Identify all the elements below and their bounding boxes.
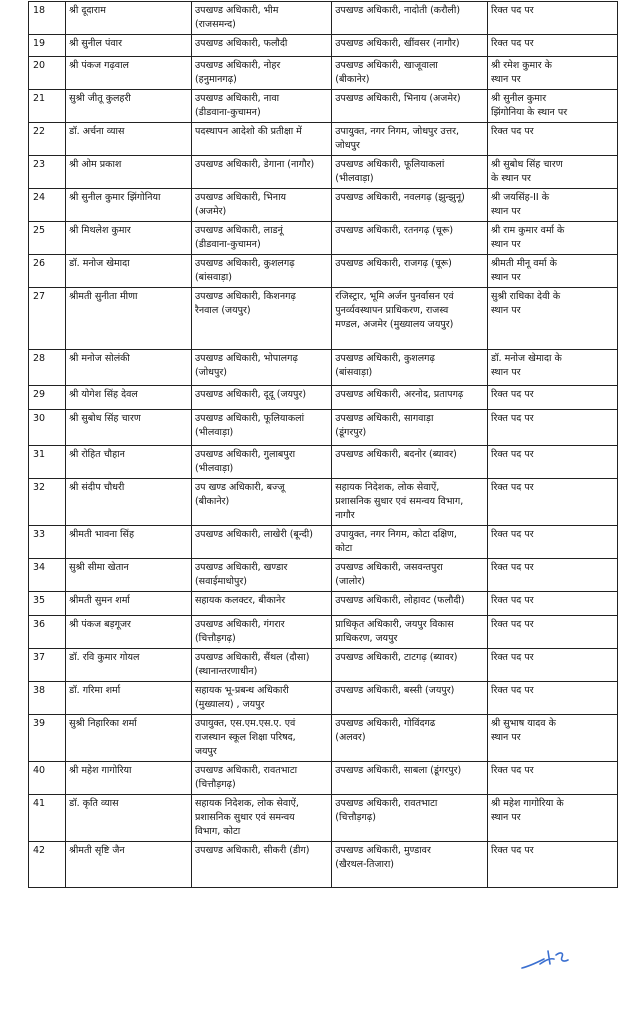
current-posting-cell <box>191 616 331 649</box>
remark-cell <box>488 526 618 559</box>
officer-name-cell: श्री मिथलेश कुमार <box>66 222 192 255</box>
remark-cell <box>488 57 618 90</box>
new-posting-line: प्राधिकृत अधिकारी, जयपुर विकास <box>335 619 454 630</box>
new-posting-line: उपखण्ड अधिकारी, भिनाय (अजमेर) <box>335 93 461 104</box>
officer-name-cell: श्री रोहित चौहान <box>66 446 192 479</box>
new-posting-cell <box>332 123 488 156</box>
current-posting-cell <box>191 795 331 842</box>
new-posting-line: (खैरथल-तिजारा) <box>335 859 394 870</box>
current-posting-line: (मुख्यालय) , जयपुर <box>194 699 265 710</box>
current-posting-line: रैनवाल (जयपुर) <box>194 305 251 316</box>
remark-line: रिक्त पद पर <box>491 449 534 460</box>
remark-line: रिक्त पद पर <box>491 685 534 696</box>
new-posting-line: (बांसवाड़ा) <box>335 367 373 378</box>
new-posting-line: उपखण्ड अधिकारी, टाटगढ़ (ब्यावर) <box>335 652 458 663</box>
remark-line: स्थान पर <box>491 272 521 283</box>
new-posting-cell <box>332 795 488 842</box>
new-posting-line: सहायक निदेशक, लोक सेवाऐं, <box>335 482 440 493</box>
new-posting-line: उपखण्ड अधिकारी, बदनोर (ब्यावर) <box>335 449 457 460</box>
new-posting-line: रजिस्ट्रार, भूमि अर्जन पुनर्वासन एवं <box>335 291 454 302</box>
current-posting-line: (भीलवाड़ा) <box>194 463 234 474</box>
remark-line: रिक्त पद पर <box>491 126 534 137</box>
current-posting-line: उपखण्ड अधिकारी, किशनगढ़ <box>194 291 296 302</box>
current-posting-cell <box>191 350 331 386</box>
serial-number-cell: 35 <box>29 592 66 616</box>
new-posting-line: (जालोर) <box>335 576 365 587</box>
remark-line: रिक्त पद पर <box>491 5 534 16</box>
officer-name-cell: डॉ. कृति व्यास <box>66 795 192 842</box>
new-posting-cell <box>332 842 488 888</box>
current-posting-cell <box>191 842 331 888</box>
current-posting-cell <box>191 156 331 189</box>
new-posting-line: मण्डल, अजमेर (मुख्यालय जयपुर) <box>335 319 454 330</box>
current-posting-cell <box>191 255 331 288</box>
remark-line: झिंगोनिया के स्थान पर <box>491 107 568 118</box>
current-posting-line: उपखण्ड अधिकारी, कुशलगढ़ <box>194 258 295 269</box>
serial-number-cell: 22 <box>29 123 66 156</box>
remark-line: सुश्री राधिका देवी के <box>491 291 561 302</box>
new-posting-cell <box>332 156 488 189</box>
officer-name-cell: श्रीमती सुनीता मीणा <box>66 288 192 350</box>
remark-line: रिक्त पद पर <box>491 562 534 573</box>
serial-number-cell: 42 <box>29 842 66 888</box>
current-posting-cell <box>191 2 331 35</box>
new-posting-line: उपखण्ड अधिकारी, खाजूवाला <box>335 60 438 71</box>
current-posting-line: (भीलवाड़ा) <box>194 427 234 438</box>
new-posting-line: उपायुक्त, नगर निगम, जोधपुर उत्तर, <box>335 126 460 137</box>
serial-number-cell: 18 <box>29 2 66 35</box>
serial-number-cell: 37 <box>29 649 66 682</box>
current-posting-line: उपखण्ड अधिकारी, सैंथल (दौसा) <box>194 652 310 663</box>
remark-line: स्थान पर <box>491 305 521 316</box>
officer-name-cell: श्रीमती सृष्टि जैन <box>66 842 192 888</box>
new-posting-cell <box>332 715 488 762</box>
current-posting-line: उपखण्ड अधिकारी, खण्डार <box>194 562 288 573</box>
current-posting-cell <box>191 386 331 410</box>
remark-line: श्री महेश गागोरिया के <box>491 798 564 809</box>
table-row <box>29 35 618 57</box>
officer-name-cell: श्रीमती सुमन शर्मा <box>66 592 192 616</box>
table-row <box>29 446 618 479</box>
remark-cell <box>488 255 618 288</box>
current-posting-line: सहायक निदेशक, लोक सेवाऐं, <box>194 798 299 809</box>
current-posting-cell <box>191 559 331 592</box>
current-posting-cell <box>191 649 331 682</box>
table-row <box>29 288 618 350</box>
officer-name-cell: सुश्री सीमा खेतान <box>66 559 192 592</box>
current-posting-line: उपखण्ड अधिकारी, भीम <box>194 5 279 16</box>
remark-line: रिक्त पद पर <box>491 389 534 400</box>
new-posting-line: उपखण्ड अधिकारी, मुण्डावर <box>335 845 431 856</box>
new-posting-cell <box>332 222 488 255</box>
table-row <box>29 386 618 410</box>
table-row <box>29 90 618 123</box>
officer-name-cell: श्री मनोज सोलंकी <box>66 350 192 386</box>
remark-line: रिक्त पद पर <box>491 845 534 856</box>
table-row <box>29 222 618 255</box>
remark-line: श्री सुनील कुमार <box>491 93 547 104</box>
new-posting-line: उपखण्ड अधिकारी, लोहावट (फलौदी) <box>335 595 465 606</box>
current-posting-cell <box>191 189 331 222</box>
serial-number-cell: 39 <box>29 715 66 762</box>
table-row <box>29 559 618 592</box>
remark-line: रिक्त पद पर <box>491 529 534 540</box>
remark-cell <box>488 682 618 715</box>
transfer-order-table <box>28 1 618 888</box>
current-posting-line: उपखण्ड अधिकारी, लाडनूं <box>194 225 283 236</box>
serial-number-cell: 32 <box>29 479 66 526</box>
new-posting-line: उपखण्ड अधिकारी, गोविंदगढ <box>335 718 436 729</box>
current-posting-line: उपखण्ड अधिकारी, सीकरी (डीग) <box>194 845 310 856</box>
table-row <box>29 2 618 35</box>
new-posting-cell <box>332 288 488 350</box>
officer-name-cell: श्री महेश गागोरिया <box>66 762 192 795</box>
serial-number-cell: 28 <box>29 350 66 386</box>
serial-number-cell: 36 <box>29 616 66 649</box>
officer-name-cell: श्री योगेश सिंह देवल <box>66 386 192 410</box>
serial-number-cell: 23 <box>29 156 66 189</box>
current-posting-cell <box>191 682 331 715</box>
remark-cell <box>488 2 618 35</box>
new-posting-line: उपखण्ड अधिकारी, साबला (डूंगरपुर) <box>335 765 462 776</box>
remark-cell <box>488 386 618 410</box>
remark-line: स्थान पर <box>491 74 521 85</box>
current-posting-cell <box>191 123 331 156</box>
new-posting-line: उपखण्ड अधिकारी, अरनोद, प्रतापगढ़ <box>335 389 464 400</box>
new-posting-cell <box>332 90 488 123</box>
officer-name-cell: सुश्री जीतू कुलहरी <box>66 90 192 123</box>
table-row <box>29 255 618 288</box>
new-posting-line: उपखण्ड अधिकारी, खींवसर (नागौर) <box>335 38 460 49</box>
table-row <box>29 715 618 762</box>
current-posting-line: प्रशासनिक सुधार एवं समन्वय <box>194 812 295 823</box>
remark-line: के स्थान पर <box>491 173 531 184</box>
serial-number-cell: 26 <box>29 255 66 288</box>
remark-cell <box>488 616 618 649</box>
officer-name-cell: श्री पंकज बड़गूजर <box>66 616 192 649</box>
new-posting-line: नागौर <box>335 510 355 521</box>
current-posting-line: (सवाईमाधोपुर) <box>194 576 247 587</box>
remark-cell <box>488 156 618 189</box>
serial-number-cell: 30 <box>29 410 66 446</box>
new-posting-cell <box>332 57 488 90</box>
remark-cell <box>488 559 618 592</box>
remark-line: स्थान पर <box>491 732 521 743</box>
officer-name-cell: श्री पंकज गढ़वाल <box>66 57 192 90</box>
remark-cell <box>488 649 618 682</box>
remark-line: स्थान पर <box>491 206 521 217</box>
officer-name-cell: डॉ. गरिमा शर्मा <box>66 682 192 715</box>
new-posting-cell <box>332 526 488 559</box>
new-posting-line: उपखण्ड अधिकारी, सागवाड़ा <box>335 413 434 424</box>
new-posting-line: उपखण्ड अधिकारी, फूलियाकलां <box>335 159 445 170</box>
new-posting-line: (चित्तौड़गढ़) <box>335 812 376 823</box>
remark-cell <box>488 715 618 762</box>
remark-cell <box>488 842 618 888</box>
remark-line: श्री राम कुमार वर्मा के <box>491 225 565 236</box>
serial-number-cell: 24 <box>29 189 66 222</box>
remark-line: रिक्त पद पर <box>491 765 534 776</box>
new-posting-cell <box>332 616 488 649</box>
remark-cell <box>488 479 618 526</box>
new-posting-cell <box>332 189 488 222</box>
new-posting-line: प्राधिकरण, जयपुर <box>335 633 398 644</box>
current-posting-line: (डीडवाना-कुचामन) <box>194 107 261 118</box>
signature-mark <box>520 946 572 976</box>
new-posting-cell <box>332 479 488 526</box>
officer-name-cell: श्री सुनील पंवार <box>66 35 192 57</box>
table-row <box>29 795 618 842</box>
officer-name-cell: श्री सुनील कुमार झिंगोनिया <box>66 189 192 222</box>
remark-cell <box>488 446 618 479</box>
remark-line: स्थान पर <box>491 239 521 250</box>
new-posting-cell <box>332 446 488 479</box>
current-posting-line: उपखण्ड अधिकारी, गंगरार <box>194 619 285 630</box>
current-posting-line: उपखण्ड अधिकारी, दूदू (जयपुर) <box>194 389 307 400</box>
remark-cell <box>488 350 618 386</box>
new-posting-line: उपखण्ड अधिकारी, जसवन्तपुरा <box>335 562 443 573</box>
officer-name-cell: श्री सुबोध सिंह चारण <box>66 410 192 446</box>
new-posting-cell <box>332 255 488 288</box>
current-posting-line: उपखण्ड अधिकारी, नावा <box>194 93 280 104</box>
new-posting-line: (डूंगरपुर) <box>335 427 367 438</box>
officer-name-cell: श्री ओम प्रकाश <box>66 156 192 189</box>
current-posting-cell <box>191 479 331 526</box>
serial-number-cell: 25 <box>29 222 66 255</box>
table-row <box>29 189 618 222</box>
current-posting-line: (बीकानेर) <box>194 496 230 507</box>
current-posting-line: सहायक कलक्टर, बीकानेर <box>194 595 286 606</box>
new-posting-line: (बीकानेर) <box>335 74 370 85</box>
current-posting-line: (डीडवाना-कुचामन) <box>194 239 261 250</box>
new-posting-cell <box>332 762 488 795</box>
remark-line: रिक्त पद पर <box>491 413 534 424</box>
new-posting-line: उपखण्ड अधिकारी, बस्सी (जयपुर) <box>335 685 455 696</box>
current-posting-line: उपखण्ड अधिकारी, गुलाबपुरा <box>194 449 296 460</box>
serial-number-cell: 21 <box>29 90 66 123</box>
serial-number-cell: 33 <box>29 526 66 559</box>
current-posting-line: पदस्थापन आदेशो की प्रतीक्षा में <box>194 126 302 137</box>
serial-number-cell: 19 <box>29 35 66 57</box>
remark-line: रिक्त पद पर <box>491 38 534 49</box>
officer-name-cell: श्री संदीप चौधरी <box>66 479 192 526</box>
current-posting-line: सहायक भू-प्रबन्ध अधिकारी <box>194 685 289 696</box>
remark-cell <box>488 762 618 795</box>
current-posting-line: (राजसमन्द) <box>194 19 236 30</box>
new-posting-cell <box>332 386 488 410</box>
serial-number-cell: 40 <box>29 762 66 795</box>
current-posting-line: उपायुक्त, एस.एम.एस.ए. एवं <box>194 718 296 729</box>
serial-number-cell: 31 <box>29 446 66 479</box>
new-posting-line: उपखण्ड अधिकारी, नादोती (करौली) <box>335 5 461 16</box>
new-posting-line: (भीलवाड़ा) <box>335 173 374 184</box>
current-posting-cell <box>191 592 331 616</box>
table-row <box>29 682 618 715</box>
officer-name-cell: सुश्री निहारिका शर्मा <box>66 715 192 762</box>
new-posting-cell <box>332 350 488 386</box>
current-posting-cell <box>191 410 331 446</box>
current-posting-line: (चित्तौड़गढ़) <box>194 633 236 644</box>
remark-line: श्री जयसिंह-II के <box>491 192 550 203</box>
remark-line: स्थान पर <box>491 367 521 378</box>
current-posting-line: जयपुर <box>194 746 217 757</box>
current-posting-line: उपखण्ड अधिकारी, भोपालगढ़ <box>194 353 298 364</box>
new-posting-line: (अलवर) <box>335 732 366 743</box>
current-posting-line: (स्थानान्तरणाधीन) <box>194 666 258 677</box>
table-row <box>29 526 618 559</box>
serial-number-cell: 38 <box>29 682 66 715</box>
remark-line: श्रीमती मीनू वर्मा के <box>491 258 557 269</box>
current-posting-line: उपखण्ड अधिकारी, फलौदी <box>194 38 288 49</box>
remark-cell <box>488 123 618 156</box>
table-row <box>29 410 618 446</box>
current-posting-cell <box>191 288 331 350</box>
new-posting-line: उपखण्ड अधिकारी, रतनगढ़ (चूरू) <box>335 225 454 236</box>
current-posting-cell <box>191 715 331 762</box>
current-posting-line: (जोधपुर) <box>194 367 228 378</box>
table-row <box>29 616 618 649</box>
current-posting-cell <box>191 57 331 90</box>
current-posting-line: उपखण्ड अधिकारी, नोहर <box>194 60 281 71</box>
remark-cell <box>488 795 618 842</box>
new-posting-cell <box>332 2 488 35</box>
current-posting-cell <box>191 90 331 123</box>
new-posting-cell <box>332 682 488 715</box>
new-posting-cell <box>332 592 488 616</box>
serial-number-cell: 41 <box>29 795 66 842</box>
new-posting-line: उपायुक्त, नगर निगम, कोटा दक्षिण, <box>335 529 457 540</box>
remark-line: रिक्त पद पर <box>491 595 534 606</box>
new-posting-line: उपखण्ड अधिकारी, कुशलगढ़ <box>335 353 435 364</box>
current-posting-line: (बांसवाड़ा) <box>194 272 232 283</box>
remark-cell <box>488 35 618 57</box>
current-posting-cell <box>191 35 331 57</box>
table-row <box>29 123 618 156</box>
remark-line: रिक्त पद पर <box>491 652 534 663</box>
current-posting-line: उपखण्ड अधिकारी, फूलियाकलां <box>194 413 305 424</box>
new-posting-line: जोधपुर <box>335 140 360 151</box>
table-row <box>29 649 618 682</box>
remark-line: डॉ. मनोज खेमादा के <box>491 353 562 364</box>
remark-cell <box>488 288 618 350</box>
remark-cell <box>488 90 618 123</box>
remark-line: श्री सुभाष यादव के <box>491 718 556 729</box>
new-posting-cell <box>332 559 488 592</box>
remark-line: रिक्त पद पर <box>491 482 534 493</box>
serial-number-cell: 29 <box>29 386 66 410</box>
current-posting-line: उपखण्ड अधिकारी, लाखेरी (बून्दी) <box>194 529 313 540</box>
current-posting-cell <box>191 526 331 559</box>
officer-name-cell: डॉ. अर्चना व्यास <box>66 123 192 156</box>
new-posting-cell <box>332 410 488 446</box>
current-posting-line: उपखण्ड अधिकारी, भिनाय <box>194 192 287 203</box>
current-posting-line: (अजमेर) <box>194 206 227 217</box>
current-posting-cell <box>191 446 331 479</box>
remark-line: रिक्त पद पर <box>491 619 534 630</box>
table-row <box>29 57 618 90</box>
remark-cell <box>488 410 618 446</box>
serial-number-cell: 20 <box>29 57 66 90</box>
new-posting-line: कोटा <box>335 543 353 554</box>
table-row <box>29 762 618 795</box>
remark-line: श्री सुबोध सिंह चारण <box>491 159 563 170</box>
remark-line: स्थान पर <box>491 812 521 823</box>
new-posting-cell <box>332 35 488 57</box>
current-posting-line: उपखण्ड अधिकारी, रावतभाटा <box>194 765 298 776</box>
remark-cell <box>488 222 618 255</box>
current-posting-line: राजस्थान स्कूल शिक्षा परिषद, <box>194 732 296 743</box>
current-posting-line: उपखण्ड अधिकारी, डेगाना (नागौर) <box>194 159 315 170</box>
officer-name-cell: डॉ. मनोज खेमादा <box>66 255 192 288</box>
current-posting-line: (चित्तौड़गढ़) <box>194 779 236 790</box>
current-posting-line: विभाग, कोटा <box>194 826 241 837</box>
new-posting-line: उपखण्ड अधिकारी, रावतभाटा <box>335 798 438 809</box>
serial-number-cell: 34 <box>29 559 66 592</box>
serial-number-cell: 27 <box>29 288 66 350</box>
current-posting-line: (हनुमानगढ़) <box>194 74 237 85</box>
table-body <box>29 2 618 888</box>
table-row <box>29 842 618 888</box>
officer-name-cell: डॉ. रवि कुमार गोयल <box>66 649 192 682</box>
table-row <box>29 156 618 189</box>
table-row <box>29 350 618 386</box>
current-posting-cell <box>191 762 331 795</box>
new-posting-line: प्रशासनिक सुधार एवं समन्वय विभाग, <box>335 496 464 507</box>
new-posting-line: उपखण्ड अधिकारी, नवलगढ़ (झुन्झुनू) <box>335 192 465 203</box>
officer-name-cell: श्रीमती भावना सिंह <box>66 526 192 559</box>
remark-cell <box>488 189 618 222</box>
table-row <box>29 479 618 526</box>
new-posting-line: पुनर्व्यवस्थापन प्राधिकरण, राजस्व <box>335 305 449 316</box>
table-row <box>29 592 618 616</box>
current-posting-cell <box>191 222 331 255</box>
new-posting-line: उपखण्ड अधिकारी, राजगढ़ (चूरू) <box>335 258 452 269</box>
new-posting-cell <box>332 649 488 682</box>
remark-cell <box>488 592 618 616</box>
officer-name-cell: श्री दूदाराम <box>66 2 192 35</box>
current-posting-line: उप खण्ड अधिकारी, बज्जू <box>194 482 285 493</box>
remark-line: श्री रमेश कुमार के <box>491 60 552 71</box>
